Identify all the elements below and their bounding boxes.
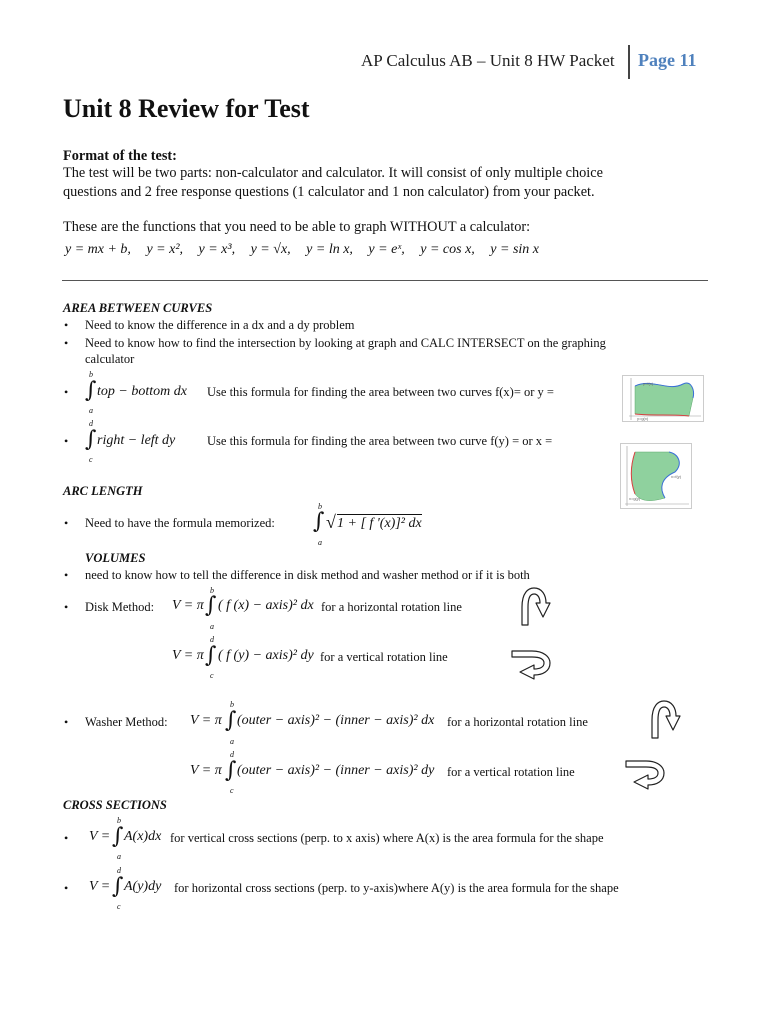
vertical-rotation-arrow-icon [624,755,666,796]
format-heading: Format of the test: [63,148,177,164]
sqrt-icon: √ [326,512,336,532]
area-note-dx: Use this formula for finding the area between two curves f(x)= or y = [207,385,554,399]
integral-sign: ∫ [225,708,237,733]
upper-limit: d [230,750,234,759]
function-item: y = cos x, [420,242,475,257]
cross-lhs: V = [89,879,111,894]
disk-lhs: V = π [172,598,204,613]
lower-limit: a [318,538,322,547]
bullet-dot: • [64,568,69,582]
area-formula-dx: top − bottom dx [97,384,187,399]
function-item: y = x³, [198,242,236,257]
area-dy-graph-image [620,443,692,509]
function-item: y = mx + b, [65,242,131,257]
area-bullet-2-cont: calculator [85,352,135,366]
arc-bullet: Need to have the formula memorized: [85,516,275,530]
function-item: y = ln x, [306,242,353,257]
bullet-dot: • [64,318,69,332]
cross-formula-dy: A(y)dy [124,879,162,894]
bullet-dot: • [64,600,69,614]
volumes-heading: VOLUMES [85,551,146,565]
washer-lhs: V = π [190,713,222,728]
svg-text:x=g(y): x=g(y) [629,496,641,501]
horizontal-rotation-arrow-icon [646,698,682,745]
bullet-dot: • [64,434,69,448]
integral-sign: ∫ [225,758,237,783]
lower-limit: c [117,902,121,911]
svg-text:y=f(x): y=f(x) [643,381,654,386]
disk-note-horizontal: for a horizontal rotation line [321,600,462,614]
format-line-1: The test will be two parts: non-calculator and calculator. It will consist of only multiple choice [63,165,603,181]
area-bullet-2: Need to know how to find the intersection by looking at graph and CALC INTERSECT on the graphing [85,336,606,350]
disk-formula-dy: ( f (y) − axis)² dy [218,648,314,663]
integral-sign: ∫ [85,427,97,452]
washer-method-label: Washer Method: [85,715,168,729]
format-line-2: questions and 2 free response questions (1 calculator and 1 non calculator) from your packet. [63,184,595,200]
area-heading: AREA BETWEEN CURVES [63,301,213,315]
function-item: y = sin x [490,242,540,257]
function-item: y = x², [146,242,184,257]
disk-formula-dx: ( f (x) − axis)² dx [218,598,314,613]
area-formula-dy: right − left dy [97,433,176,448]
functions-intro: These are the functions that you need to be able to graph WITHOUT a calculator: [63,219,531,235]
function-item: y = √x, [250,242,291,257]
upper-limit: d [117,866,121,875]
header-divider [628,45,630,79]
upper-limit: b [117,816,121,825]
washer-formula-dy: (outer − axis)² − (inner − axis)² dy [237,763,435,778]
function-item: y = eˣ, [368,242,405,257]
integral-sign: ∫ [112,824,124,849]
svg-text:y=g(x): y=g(x) [637,416,649,421]
upper-limit: b [210,586,214,595]
bullet-dot: • [64,336,69,350]
disk-lhs: V = π [172,648,204,663]
cross-note-vertical: for vertical cross sections (perp. to x axis) where A(x) is the area formula for the shape [170,831,604,845]
svg-text:x=f(y): x=f(y) [671,474,682,479]
upper-limit: b [230,700,234,709]
volumes-bullet: need to know how to tell the difference in disk method and washer method or if it is both [85,568,530,582]
disk-note-vertical: for a vertical rotation line [320,650,448,664]
lower-limit: a [89,406,93,415]
lower-limit: a [230,737,234,746]
upper-limit: d [210,635,214,644]
arc-heading: ARC LENGTH [63,484,143,498]
bullet-dot: • [64,831,69,845]
upper-limit: b [318,502,322,511]
disk-method-label: Disk Method: [85,600,155,614]
cross-note-horizontal: for horizontal cross sections (perp. to y-axis)where A(y) is the area formula for the shape [174,881,619,895]
bullet-dot: • [64,385,69,399]
cross-formula-dx: A(x)dx [124,829,162,844]
lower-limit: a [210,622,214,631]
bullet-dot: • [64,715,69,729]
lower-limit: c [210,671,214,680]
integral-sign: ∫ [85,378,97,403]
page-number: Page 11 [638,50,697,70]
section-divider [62,280,708,281]
function-list [65,242,539,258]
area-dx-graph-image [622,375,704,422]
washer-note-vertical: for a vertical rotation line [447,765,575,779]
area-note-dy: Use this formula for finding the area between two curve f(y) = or x = [207,434,553,448]
bullet-dot: • [64,516,69,530]
area-bullet-1: Need to know the difference in a dx and a dy problem [85,318,355,332]
document-title: Unit 8 Review for Test [63,94,310,123]
washer-note-horizontal: for a horizontal rotation line [447,715,588,729]
horizontal-rotation-arrow-icon [516,585,552,632]
lower-limit: a [117,852,121,861]
lower-limit: c [89,455,93,464]
integral-sign: ∫ [313,509,325,534]
upper-limit: b [89,370,93,379]
arc-length-formula: 1 + [ f '(x)]² dx [337,516,422,531]
washer-lhs: V = π [190,763,222,778]
cross-lhs: V = [89,829,111,844]
washer-formula-dx: (outer − axis)² − (inner − axis)² dx [237,713,435,728]
bullet-dot: • [64,881,69,895]
integral-sign: ∫ [205,593,217,618]
cross-sections-heading: CROSS SECTIONS [63,798,167,812]
lower-limit: c [230,786,234,795]
header-title: AP Calculus AB – Unit 8 HW Packet [361,51,615,70]
upper-limit: d [89,419,93,428]
vertical-rotation-arrow-icon [510,645,552,686]
integral-sign: ∫ [205,643,217,668]
integral-sign: ∫ [112,874,124,899]
